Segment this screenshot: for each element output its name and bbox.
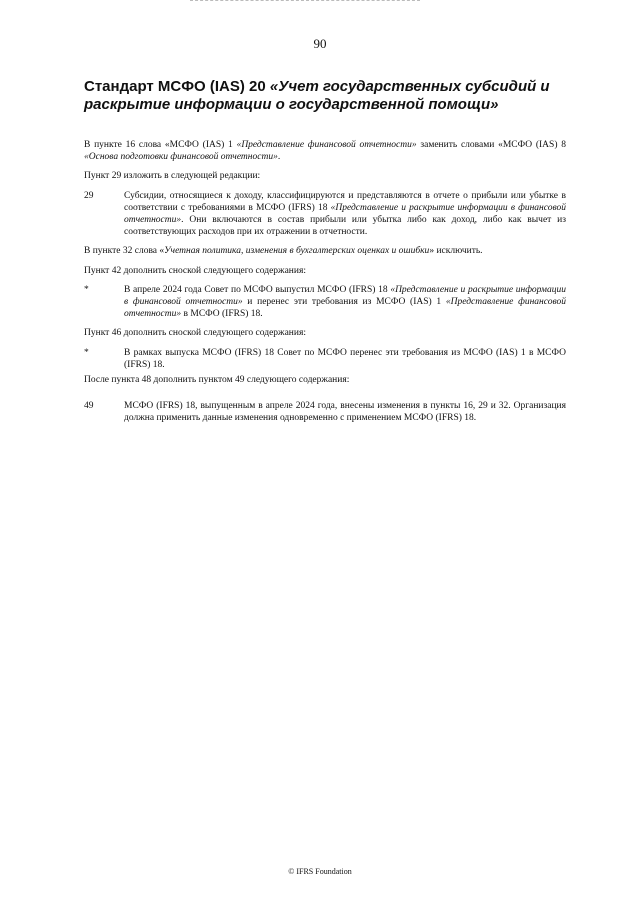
- text-run: В пункте 16 слова «МСФО (IAS) 1: [84, 140, 237, 150]
- text-run-italic: «Представление и раскрытие информации в финансовой отчетности»: [124, 284, 566, 308]
- text-run: . Они включаются в состав прибыли или убытка либо как доход, либо как вычет из соответствующих расходов при их отражении в отчетности.: [124, 215, 566, 238]
- text-run: заменить словами «МСФО (IAS) 8: [416, 140, 566, 150]
- instruction-p32: [84, 245, 566, 257]
- footnote-text: [124, 284, 566, 321]
- paragraph-text: [124, 190, 566, 239]
- text-run: .: [277, 152, 281, 163]
- heading-italic: «Учет государственных субсидий и раскрытие информации о государственной помощи»: [84, 78, 550, 113]
- text-run: и перенес эти требования из МСФО (IAS) 1: [242, 297, 446, 308]
- text-run: В апреле 2024 года Совет по МСФО выпустил МСФО (IFRS) 18: [124, 284, 391, 295]
- footnote-marker: *: [84, 284, 89, 295]
- heading-plain: Стандарт МСФО (IAS) 20: [84, 78, 270, 95]
- top-scan-line: [190, 0, 420, 2]
- paragraph-29: [84, 190, 566, 239]
- text-run-italic: «Основа подготовки финансовой отчетности»: [84, 152, 278, 163]
- section-heading: [84, 78, 564, 114]
- text-run-italic: «Представление и раскрытие информации в финансовой отчетности»: [124, 202, 566, 226]
- paragraph-text: МСФО (IFRS) 18, выпущенным в апреле 2024 года, внесены изменения в пункты 16, 29 и 32. Организация должна применить данные изменения одновременно с применением МСФО (IFRS) 18.: [124, 401, 566, 424]
- instruction-p42: Пункт 42 дополнить сноской следующего содержания:: [84, 265, 306, 276]
- text-run-italic: «Представление финансовой отчетности»: [236, 140, 417, 150]
- instruction-p46: Пункт 46 дополнить сноской следующего содержания:: [84, 328, 306, 339]
- text-run: » исключить.: [429, 246, 483, 257]
- text-run-italic: «Представление финансовой отчетности»: [124, 297, 566, 320]
- text-run: В пункте 32 слова «: [84, 246, 165, 257]
- copyright-footer: © IFRS Foundation: [288, 867, 352, 876]
- text-run: Субсидии, относящиеся к доходу, классифицируются и представляются в отчете о прибыли или убытке в соответствии с требованиями в МСФО (IFRS) 18: [124, 190, 566, 213]
- instruction-p49: После пункта 48 дополнить пунктом 49 следующего содержания:: [84, 375, 350, 386]
- paragraph-number: 49: [84, 401, 94, 412]
- paragraph-number: 29: [84, 190, 94, 201]
- text-run: в МСФО (IFRS) 18.: [181, 309, 263, 320]
- text-run-italic: Учетная политика, изменения в бухгалтерских оценках и ошибки: [164, 246, 430, 257]
- paragraph-49: [84, 400, 566, 424]
- footnote-text: В рамках выпуска МСФО (IFRS) 18 Совет по МСФО перенес эти требования из МСФО (IAS) 1 в МСФО (IFRS) 18.: [124, 347, 566, 370]
- footnote-p42: [84, 284, 566, 321]
- footnote-marker: *: [84, 347, 89, 358]
- document-body: [84, 139, 566, 432]
- page-number: 90: [313, 36, 327, 51]
- instruction-p16: [84, 139, 566, 163]
- instruction-p29: Пункт 29 изложить в следующей редакции:: [84, 171, 261, 182]
- footnote-p46: [84, 347, 566, 371]
